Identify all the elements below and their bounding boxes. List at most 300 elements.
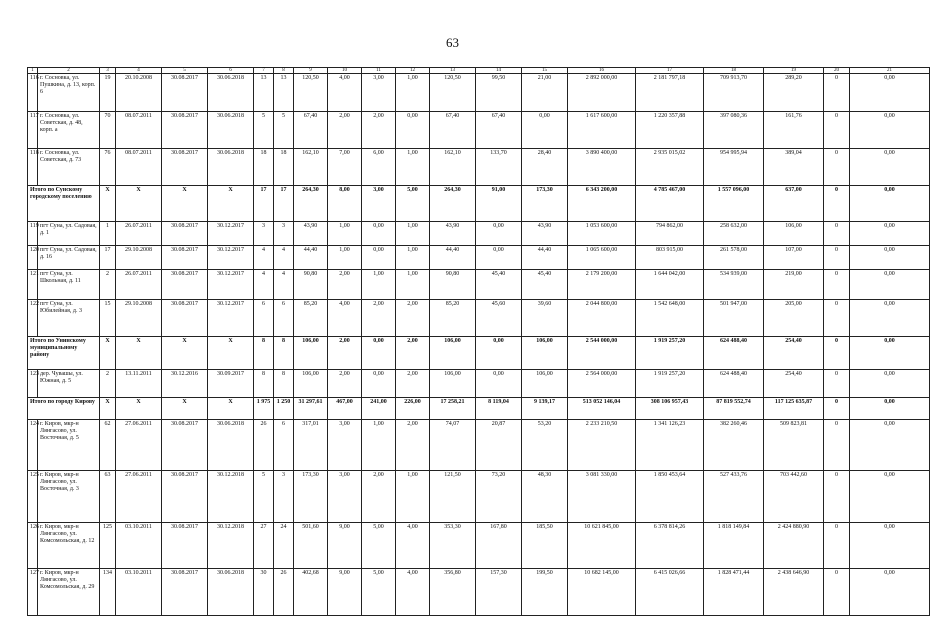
table-cell: 1 542 648,00 (636, 300, 704, 337)
table-cell: 6,00 (362, 149, 396, 186)
table-cell: 8 (274, 370, 294, 398)
table-cell: 0,00 (850, 186, 930, 222)
table-cell: 30.08.2017 (162, 471, 208, 523)
table-cell: 20,87 (476, 420, 522, 471)
table-cell: 4 (274, 270, 294, 300)
page-number: 63 (446, 35, 459, 50)
table-cell: 63 (100, 471, 116, 523)
table-cell: 27 (254, 523, 274, 569)
table-cell: 3 081 330,00 (568, 471, 636, 523)
table-cell: 0,00 (850, 471, 930, 523)
table-cell: X (100, 186, 116, 222)
table-cell: X (116, 186, 162, 222)
table-cell: 0 (824, 270, 850, 300)
header-cell: 10 (328, 68, 362, 74)
table-cell: 0,00 (522, 112, 568, 149)
table-cell: X (162, 398, 208, 420)
table-cell: 30.06.2018 (208, 149, 254, 186)
table-cell: 120,50 (294, 74, 328, 112)
table-cell: 1 617 600,00 (568, 112, 636, 149)
table-cell: 117 (28, 112, 38, 149)
table-cell: 119 (28, 222, 38, 246)
table-cell: 289,20 (764, 74, 824, 112)
table-cell: 5,00 (362, 569, 396, 616)
table-cell: 199,50 (522, 569, 568, 616)
table-cell: 45,40 (522, 270, 568, 300)
table-cell: X (208, 337, 254, 370)
table-cell: 106,00 (430, 370, 476, 398)
table-cell: 0 (824, 370, 850, 398)
table-cell: 0,00 (850, 523, 930, 569)
table-cell: 30.08.2017 (162, 246, 208, 270)
table-cell: 0 (824, 112, 850, 149)
table-row (28, 471, 930, 523)
table-cell: 85,20 (430, 300, 476, 337)
table-cell: 29.10.2008 (116, 246, 162, 270)
table-cell: 107,00 (764, 246, 824, 270)
table-cell: 13 (254, 74, 274, 112)
table-cell: 106,00 (294, 370, 328, 398)
table-cell: 0 (824, 569, 850, 616)
table-cell: 30.12.2017 (208, 270, 254, 300)
table-cell: 264,30 (430, 186, 476, 222)
table-cell: 501 947,00 (704, 300, 764, 337)
table-cell: дер. Чувашы, ул. Южная, д. 5 (38, 370, 100, 398)
header-cell: 6 (208, 68, 254, 74)
table-cell: 5 (274, 112, 294, 149)
table-cell: 73,20 (476, 471, 522, 523)
table-cell: 0,00 (362, 222, 396, 246)
table-cell: 0 (824, 398, 850, 420)
table-row (28, 420, 930, 471)
table-cell: 90,80 (294, 270, 328, 300)
table-cell: 13 (274, 74, 294, 112)
table-cell: 3,00 (362, 74, 396, 112)
table-cell: 1,00 (396, 149, 430, 186)
table-cell: 87 819 552,74 (704, 398, 764, 420)
table-cell: 03.10.2011 (116, 523, 162, 569)
table-cell: 0,00 (362, 370, 396, 398)
table-cell: 185,50 (522, 523, 568, 569)
table-cell: 8 (254, 337, 274, 370)
table-cell: 106,00 (430, 337, 476, 370)
table-cell: X (208, 398, 254, 420)
header-cell: 17 (636, 68, 704, 74)
table-cell: 30.12.2016 (162, 370, 208, 398)
table-cell: 30.08.2017 (162, 74, 208, 112)
subtotal-row (28, 337, 930, 370)
table-cell: 30.12.2018 (208, 471, 254, 523)
table-cell: г. Киров, мкр-н Лянгасово, ул. Комсомольская, д. 29 (38, 569, 100, 616)
table-cell: 0,00 (476, 246, 522, 270)
table-cell: 0,00 (850, 270, 930, 300)
table-cell: 13.11.2011 (116, 370, 162, 398)
table-cell: 6 (254, 300, 274, 337)
table-cell: 2,00 (328, 370, 362, 398)
table-cell: 1,00 (396, 246, 430, 270)
table-cell: 9,00 (328, 523, 362, 569)
table-cell: 2 (100, 270, 116, 300)
table-cell: 1 919 257,20 (636, 337, 704, 370)
header-cell: 2 (38, 68, 100, 74)
table-cell: 18 (254, 149, 274, 186)
table-cell: 1 828 471,44 (704, 569, 764, 616)
table-cell: Итого по Сунскому городскому поселению (28, 186, 100, 222)
table-cell: 709 913,70 (704, 74, 764, 112)
table-cell: 28,40 (522, 149, 568, 186)
table-cell: 124 (28, 420, 38, 471)
table-cell: 30.09.2017 (208, 370, 254, 398)
table-cell: 0,00 (362, 246, 396, 270)
table-cell: 0 (824, 337, 850, 370)
table-cell: 3 (274, 471, 294, 523)
table-cell: 26.07.2011 (116, 270, 162, 300)
table-cell: 1 818 149,84 (704, 523, 764, 569)
table-cell: пгт Суна, ул. Школьная, д. 11 (38, 270, 100, 300)
table-cell: Итого по Унинскому муниципальному району (28, 337, 100, 370)
table-cell: 99,50 (476, 74, 522, 112)
table-cell: 7,00 (328, 149, 362, 186)
table-row (28, 300, 930, 337)
table-cell: 30 (254, 569, 274, 616)
table-cell: 3,00 (328, 471, 362, 523)
table-cell: 0 (824, 186, 850, 222)
table-cell: 30.08.2017 (162, 270, 208, 300)
table-cell: 1 250 (274, 398, 294, 420)
table-cell: 24 (274, 523, 294, 569)
table-cell: 8 (254, 370, 274, 398)
table-cell: 173,30 (294, 471, 328, 523)
table-cell: X (100, 398, 116, 420)
table-cell: 4 (274, 246, 294, 270)
table-row (28, 222, 930, 246)
table-cell: 10 621 845,00 (568, 523, 636, 569)
table-cell: 509 823,81 (764, 420, 824, 471)
table-cell: 30.08.2017 (162, 523, 208, 569)
table-cell: 45,40 (476, 270, 522, 300)
table-cell: 254,40 (764, 337, 824, 370)
table-cell: 0 (824, 523, 850, 569)
table-cell: X (162, 337, 208, 370)
table-cell: 39,60 (522, 300, 568, 337)
table-cell: 8 119,04 (476, 398, 522, 420)
table-cell: 17 258,21 (430, 398, 476, 420)
table-cell: 67,40 (430, 112, 476, 149)
table-cell: 30.08.2017 (162, 222, 208, 246)
table-cell: 4,00 (396, 569, 430, 616)
table-cell: 0,00 (850, 222, 930, 246)
header-cell: 5 (162, 68, 208, 74)
table-cell: 397 080,36 (704, 112, 764, 149)
table-cell: 954 995,94 (704, 149, 764, 186)
table-cell: 1,00 (362, 420, 396, 471)
table-cell: 0,00 (476, 337, 522, 370)
table-cell: 803 915,00 (636, 246, 704, 270)
table-cell: 2,00 (396, 300, 430, 337)
table-cell: 44,40 (522, 246, 568, 270)
table-cell: 127 (28, 569, 38, 616)
table-cell: 389,04 (764, 149, 824, 186)
table-cell: г. Сосновка, ул. Пушкина, д. 13, корп. 6 (38, 74, 100, 112)
table-cell: 126 (28, 523, 38, 569)
table-cell: 19 (100, 74, 116, 112)
table-cell: 0,00 (362, 337, 396, 370)
table-cell: 121 (28, 270, 38, 300)
table-cell: 48,30 (522, 471, 568, 523)
table-cell: 30.06.2018 (208, 112, 254, 149)
table-cell: 2 438 646,90 (764, 569, 824, 616)
table-cell: 29.10.2008 (116, 300, 162, 337)
table-cell: 106,00 (764, 222, 824, 246)
table-cell: 2,00 (362, 471, 396, 523)
table-cell: 08.07.2011 (116, 149, 162, 186)
table-cell: пгт Суна, ул. Юбилейная, д. 3 (38, 300, 100, 337)
table-cell: 117 125 635,87 (764, 398, 824, 420)
table-cell: 2 564 000,00 (568, 370, 636, 398)
table-cell: 3 (274, 222, 294, 246)
table-cell: 17 (254, 186, 274, 222)
header-cell: 8 (274, 68, 294, 74)
table-cell: пгт Суна, ул. Садовая, д. 16 (38, 246, 100, 270)
table-cell: 2 181 797,18 (636, 74, 704, 112)
table-cell: 1,00 (328, 222, 362, 246)
table-cell: 703 442,60 (764, 471, 824, 523)
table-row (28, 523, 930, 569)
table-cell: 106,00 (522, 370, 568, 398)
table-body (28, 68, 930, 616)
table-cell: 1 644 042,00 (636, 270, 704, 300)
table-cell: 106,00 (294, 337, 328, 370)
table-cell: 4 (254, 270, 274, 300)
table-cell: 2 044 800,00 (568, 300, 636, 337)
table-cell: пгт Суна, ул. Садовая, д. 1 (38, 222, 100, 246)
table-row (28, 246, 930, 270)
table-cell: X (116, 337, 162, 370)
table-cell: X (162, 186, 208, 222)
table-cell: 120 (28, 246, 38, 270)
table-cell: 0,00 (850, 112, 930, 149)
table-cell: 26 (254, 420, 274, 471)
table-cell: 26.07.2011 (116, 222, 162, 246)
table-cell: 121,50 (430, 471, 476, 523)
table-cell: 76 (100, 149, 116, 186)
header-cell: 7 (254, 68, 274, 74)
table-cell: 30.12.2018 (208, 523, 254, 569)
table-cell: 261 578,00 (704, 246, 764, 270)
table-cell: 17 (100, 246, 116, 270)
header-cell: 20 (824, 68, 850, 74)
table-cell: 31 297,61 (294, 398, 328, 420)
table-cell: Итого по городу Кирову (28, 398, 100, 420)
table-cell: 125 (28, 471, 38, 523)
table-cell: 467,00 (328, 398, 362, 420)
table-cell: 637,00 (764, 186, 824, 222)
table-cell: 226,00 (396, 398, 430, 420)
table-cell: 6 415 026,66 (636, 569, 704, 616)
table-cell: 30.08.2017 (162, 112, 208, 149)
table-cell: 1 919 257,20 (636, 370, 704, 398)
table-cell: 2,00 (362, 112, 396, 149)
table-cell: 6 (274, 300, 294, 337)
table-cell: 26 (274, 569, 294, 616)
table-cell: 03.10.2011 (116, 569, 162, 616)
table-cell: 1 557 096,00 (704, 186, 764, 222)
table-cell: 0,00 (476, 222, 522, 246)
table-cell: 4,00 (396, 523, 430, 569)
table-cell: 0,00 (850, 569, 930, 616)
table-cell: 4 (254, 246, 274, 270)
table-cell: 30.08.2017 (162, 569, 208, 616)
header-cell: 1 (28, 68, 38, 74)
table-cell: 162,10 (294, 149, 328, 186)
table-cell: 53,20 (522, 420, 568, 471)
table-cell: 0 (824, 222, 850, 246)
table-cell: 5,00 (396, 186, 430, 222)
table-cell: 17 (274, 186, 294, 222)
table-cell: 402,68 (294, 569, 328, 616)
table-cell: 67,40 (294, 112, 328, 149)
table-cell: 43,90 (294, 222, 328, 246)
table-cell: 08.07.2011 (116, 112, 162, 149)
table-cell: 30.08.2017 (162, 149, 208, 186)
header-cell: 9 (294, 68, 328, 74)
table-cell: 9,00 (328, 569, 362, 616)
table-cell: 70 (100, 112, 116, 149)
table-cell: 254,40 (764, 370, 824, 398)
header-cell: 3 (100, 68, 116, 74)
table-cell: 85,20 (294, 300, 328, 337)
table-cell: 308 106 957,43 (636, 398, 704, 420)
header-cell: 11 (362, 68, 396, 74)
table-row (28, 569, 930, 616)
table-row (28, 149, 930, 186)
table-cell: 1 341 126,23 (636, 420, 704, 471)
header-cell: 12 (396, 68, 430, 74)
header-cell: 14 (476, 68, 522, 74)
table-cell: 2,00 (362, 300, 396, 337)
header-cell: 16 (568, 68, 636, 74)
table-cell: 258 632,00 (704, 222, 764, 246)
table-cell: 1 (100, 222, 116, 246)
table-cell: 62 (100, 420, 116, 471)
table-cell: 15 (100, 300, 116, 337)
table-cell: г. Киров, мкр-н Лянгасово, ул. Восточная, д. 3 (38, 471, 100, 523)
table-cell: 0,00 (850, 420, 930, 471)
table-cell: 106,00 (522, 337, 568, 370)
table-cell: 527 433,76 (704, 471, 764, 523)
header-cell: 19 (764, 68, 824, 74)
table-cell: 30.06.2018 (208, 420, 254, 471)
table-cell: 74,07 (430, 420, 476, 471)
table-row (28, 112, 930, 149)
table-cell: 4 785 467,00 (636, 186, 704, 222)
table-cell: 1,00 (396, 74, 430, 112)
table-cell: 1 850 453,64 (636, 471, 704, 523)
table-row (28, 370, 930, 398)
table-cell: 2,00 (396, 370, 430, 398)
table-cell: 162,10 (430, 149, 476, 186)
table-row (28, 270, 930, 300)
table-cell: 118 (28, 149, 38, 186)
table-cell: 44,40 (430, 246, 476, 270)
table-cell: 2,00 (396, 420, 430, 471)
table-cell: 0,00 (850, 337, 930, 370)
table-cell: 167,80 (476, 523, 522, 569)
table-cell: 1,00 (396, 270, 430, 300)
table-cell: 2 233 210,50 (568, 420, 636, 471)
header-cell: 15 (522, 68, 568, 74)
table-cell: 1,00 (396, 471, 430, 523)
table-cell: 120,50 (430, 74, 476, 112)
table-cell: X (208, 186, 254, 222)
housing-table (27, 67, 930, 616)
table-cell: 1,00 (396, 222, 430, 246)
table-cell: 157,30 (476, 569, 522, 616)
table-cell: 9 139,17 (522, 398, 568, 420)
table-cell: 3,00 (362, 186, 396, 222)
table-cell: 43,90 (522, 222, 568, 246)
table-cell: 624 488,40 (704, 337, 764, 370)
table-cell: 30.12.2017 (208, 300, 254, 337)
table-cell: 205,00 (764, 300, 824, 337)
table-cell: 18 (274, 149, 294, 186)
header-cell: 18 (704, 68, 764, 74)
table-cell: 534 939,00 (704, 270, 764, 300)
table-cell: 5,00 (362, 523, 396, 569)
table-cell: 794 862,00 (636, 222, 704, 246)
table-cell: 1 065 600,00 (568, 246, 636, 270)
table-row (28, 74, 930, 112)
table-cell: 5 (254, 112, 274, 149)
table-cell: 67,40 (476, 112, 522, 149)
table-cell: 2 424 880,90 (764, 523, 824, 569)
table-cell: 0 (824, 420, 850, 471)
table-cell: г. Сосновка, ул. Советская, д. 48, корп. а (38, 112, 100, 149)
table-cell: 161,76 (764, 112, 824, 149)
table-cell: 1 220 357,88 (636, 112, 704, 149)
table-cell: 1 053 600,00 (568, 222, 636, 246)
table-cell: 20.10.2008 (116, 74, 162, 112)
table-cell: 30.08.2017 (162, 300, 208, 337)
table-cell: 8,00 (328, 186, 362, 222)
table-cell: 30.12.2017 (208, 222, 254, 246)
table-cell: 0 (824, 300, 850, 337)
table-cell: 5 (254, 471, 274, 523)
table-cell: 0 (824, 74, 850, 112)
table-cell: 0,00 (850, 74, 930, 112)
table-cell: 1 975 (254, 398, 274, 420)
table-cell: 30.06.2018 (208, 74, 254, 112)
table-cell: 2 (100, 370, 116, 398)
table-cell: 133,70 (476, 149, 522, 186)
table-cell: 27.06.2011 (116, 471, 162, 523)
table-cell: 1,00 (362, 270, 396, 300)
table-cell: 2 544 000,00 (568, 337, 636, 370)
table-cell: 0 (824, 471, 850, 523)
table-cell: 3 890 400,00 (568, 149, 636, 186)
table-cell: 624 488,40 (704, 370, 764, 398)
table-cell: 0,00 (476, 370, 522, 398)
table-cell: 317,01 (294, 420, 328, 471)
table-cell: 134 (100, 569, 116, 616)
table-cell: 4,00 (328, 74, 362, 112)
table-cell: 6 343 200,00 (568, 186, 636, 222)
table-cell: г. Киров, мкр-н Лянгасово, ул. Восточная, д. 5 (38, 420, 100, 471)
table-cell: 2 179 200,00 (568, 270, 636, 300)
table-cell: г. Сосновка, ул. Советская, д. 73 (38, 149, 100, 186)
header-cell: 21 (850, 68, 930, 74)
table-cell: 91,00 (476, 186, 522, 222)
